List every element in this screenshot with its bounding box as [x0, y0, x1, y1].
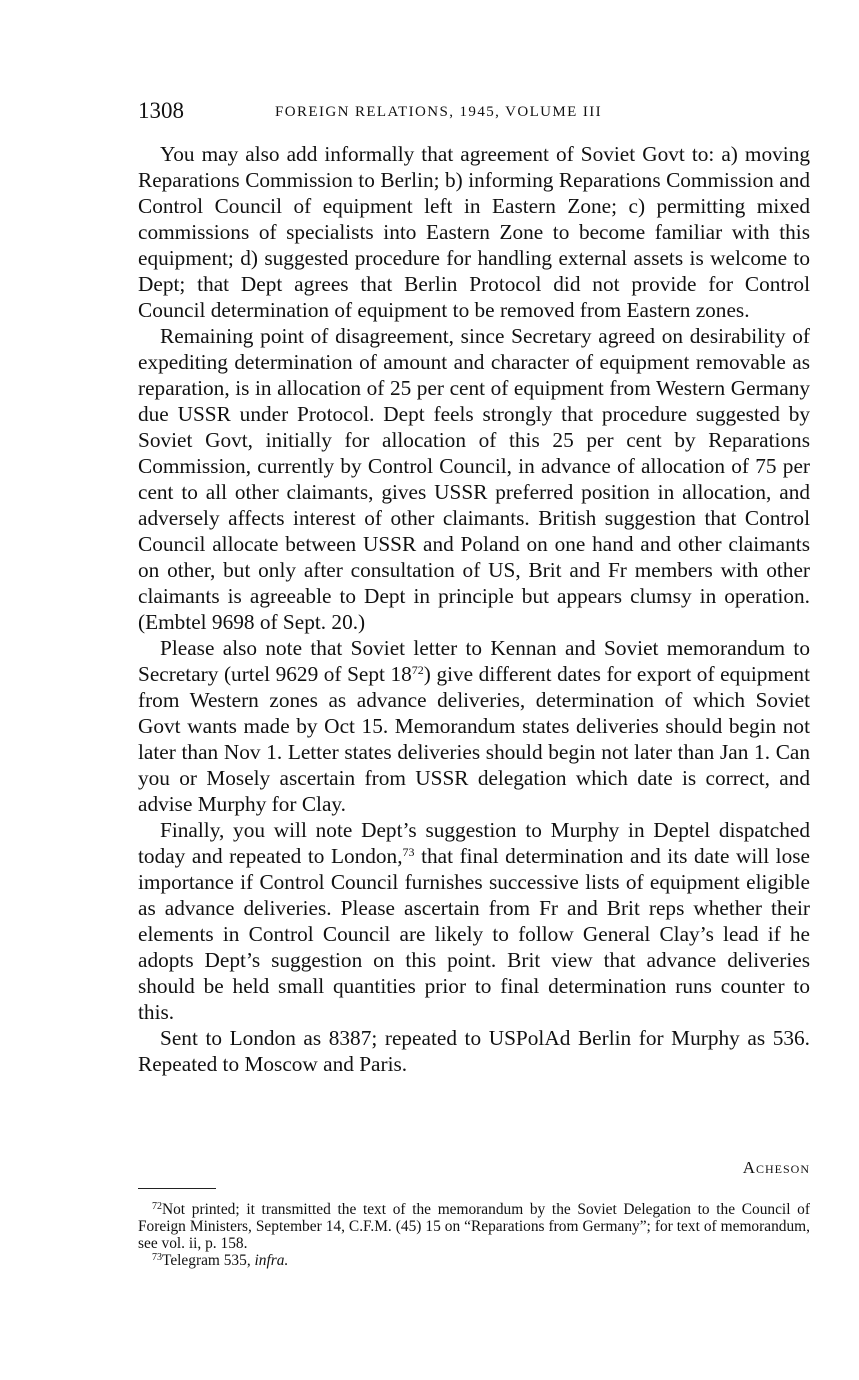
paragraph-delivery-dates [138, 635, 810, 817]
telegram-body [138, 141, 810, 1077]
footnote-marker: 72 [152, 1201, 162, 1212]
page-number: 1308 [138, 98, 184, 123]
signature: Acheson [742, 1158, 810, 1177]
footnote-divider [138, 1188, 216, 1189]
footnote-reference-73: 73 [402, 845, 415, 859]
paragraph-distribution: Sent to London as 8387; repeated to USPolAd Berlin for Murphy as 536. Repeated to Moscow and Paris. [138, 1026, 810, 1076]
footnote-marker: 73 [152, 1252, 162, 1263]
paragraph-text: Finally, you will note Dept’s suggestion to Murphy in Deptel dispatched today and repeated to London, [138, 818, 810, 868]
page-header [138, 96, 810, 126]
paragraph-disagreement: Remaining point of disagreement, since Secretary agreed on desirability of expediting determination of amount and character of equipment removable as reparation, is in allocation of 25 per cent of equipment from Western Germany due USSR under Protocol. Dept feels strongly that procedure suggested by Soviet Govt, initially for allocation of this 25 per cent by Reparations Commission, currently by Control Council, in advance of allocation of 75 per cent to all other claimants, gives USSR preferred position in allocation, and adversely affects interest of other claimants. British suggestion that Control Council allocate between USSR and Poland on one hand and other claimants on other, but only after consultation of US, Brit and Fr members with other claimants is agreeable to Dept in principle but appears clumsy in operation. (Embtel 9698 of Sept. 20.) [138, 324, 810, 634]
footnote-text: Telegram 535, [162, 1252, 255, 1269]
running-title: FOREIGN RELATIONS, 1945, VOLUME III [275, 104, 603, 120]
paragraph-final-determination [138, 817, 810, 1025]
paragraph-text: ) give different dates for export of equipment from Western zones as advance deliveries, determination of which Soviet Govt wants made by Oct 15. Memorandum states deliveries should begin not later than Nov 1. Letter states deliveries should begin not later than Jan 1. Can you or Mosely ascertain from USSR delegation which date is correct, and advise Murphy for Clay. [138, 662, 811, 816]
paragraph-text: Please also note that Soviet letter to Kennan and Soviet memorandum to Secretary (urtel 9629 of Sept 18 [138, 636, 810, 686]
footnote-reference-72: 72 [411, 663, 424, 677]
footnote-text: Not printed; it transmitted the text of the memorandum by the Soviet Delegation to the Council of Foreign Ministers, September 14, C.F.M. (45) 15 on “Reparations from Germany”; for text of memorandum, see vol. ii, p. 158. [138, 1201, 810, 1252]
footnotes [138, 1201, 810, 1269]
footnote-73 [138, 1252, 810, 1269]
footnote-italic-text: infra. [254, 1252, 289, 1269]
paragraph-informal-agreement: You may also add informally that agreement of Soviet Govt to: a) moving Reparations Commission to Berlin; b) informing Reparations Commission and Control Council of equipment left in Eastern Zone; c) permitting mixed commissions of specialists into Eastern Zone to become familiar with this equipment; d) suggested procedure for handling external assets is welcome to Dept; that Dept agrees that Berlin Protocol did not provide for Control Council determination of equipment to be removed from Eastern zones. [138, 142, 810, 322]
footnote-72 [138, 1201, 810, 1252]
paragraph-text: that final determination and its date will lose importance if Control Council furnishes successive lists of equipment eligible as advance deliveries. Please ascertain from Fr and Brit reps whether their elements in Control Council are likely to follow General Clay’s lead if he adopts Dept’s suggestion on this point. Brit view that advance deliveries should be held small quantities prior to final determination runs counter to this. [138, 844, 810, 1024]
